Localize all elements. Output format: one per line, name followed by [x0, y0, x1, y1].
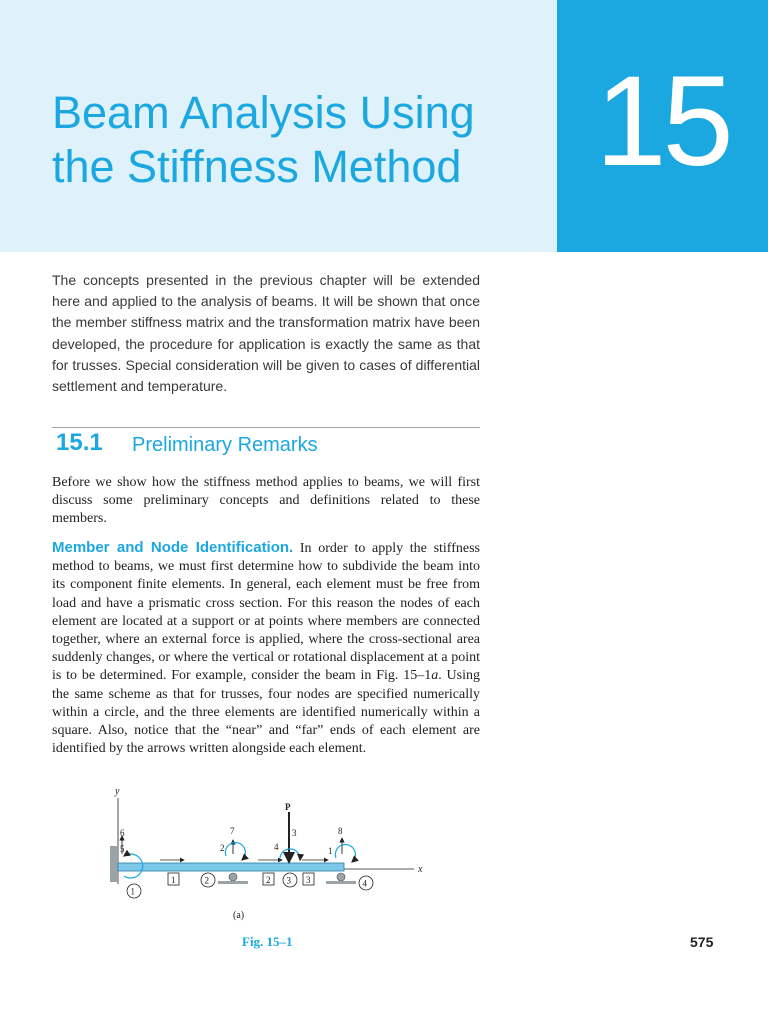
element-label-3: 3 — [306, 875, 311, 885]
section-rule — [52, 427, 480, 428]
load-label: P — [285, 802, 291, 812]
x-axis-label: x — [418, 864, 423, 875]
fixed-support — [110, 846, 118, 882]
element-label-1: 1 — [171, 875, 176, 885]
chapter-intro: The concepts presented in the previous chapter will be extended here and applied to the analysis of beams. It will be shown that once the member stiffness matrix and the transformation matrix have been developed, the procedure for application is exactly the same as that for trusses. Special consideration will be given to cases of differential settlement and temperature. — [52, 272, 480, 395]
paragraph-text-italic: a — [431, 668, 439, 684]
section-title: Preliminary Remarks — [132, 434, 318, 456]
chapter-number: 15 — [595, 50, 730, 193]
section-number: 15.1 — [56, 429, 103, 456]
run-in-heading: Member and Node Identification. — [52, 539, 294, 556]
dof-label-2: 2 — [220, 843, 225, 853]
dof-label-1: 1 — [328, 846, 333, 856]
chapter-number-box — [557, 0, 768, 252]
figure-sublabel: (a) — [233, 910, 245, 921]
node-label-3: 3 — [286, 875, 291, 886]
dof-label-5: 5 — [120, 844, 125, 854]
page-number: 575 — [690, 934, 714, 950]
paragraph-text-a: In order to apply the stiffness method to beams, we must first determine how to subdivide the beam into its component finite elements. In general, each element must be free from load and have a prismatic cross section. For this reason the nodes of each element are located at a support or at points where members are connected together, where an external force is applied, where the cross-sectional area suddenly changes, or where the vertical or rotational displacement at a point is to be determined. For example, consider the beam in Fig. 15–1 — [52, 541, 480, 684]
node-label-2: 2 — [204, 875, 209, 886]
paragraph-text-b: . Using the same scheme as that for trusses, four nodes are specified numerically within a circle, and the three elements are identified numerically within a square. Also, notice that the “near” and “far” ends of each element are identified by the arrows written alongside each element. — [52, 668, 481, 757]
paragraph-intro: Before we show how the stiffness method applies to beams, we will first discuss some preliminary concepts and definitions related to these members. — [52, 475, 480, 527]
dof-label-7: 7 — [230, 826, 235, 836]
beam — [118, 863, 344, 871]
dof-label-3: 3 — [292, 828, 297, 838]
dof-label-6: 6 — [120, 828, 125, 838]
node-label-4: 4 — [362, 878, 367, 889]
chapter-title-line2: the Stiffness Method — [52, 141, 462, 192]
beam-figure — [96, 784, 436, 924]
chapter-title-line1: Beam Analysis Using — [52, 87, 475, 138]
dof-label-8: 8 — [338, 826, 343, 836]
paragraph-member-node — [52, 539, 480, 758]
dof-label-4: 4 — [274, 842, 279, 852]
y-axis-label: y — [115, 786, 120, 797]
element-label-2: 2 — [266, 875, 271, 885]
figure-caption: Fig. 15–1 — [242, 934, 293, 949]
chapter-title — [52, 86, 532, 194]
node-label-1: 1 — [130, 886, 135, 897]
